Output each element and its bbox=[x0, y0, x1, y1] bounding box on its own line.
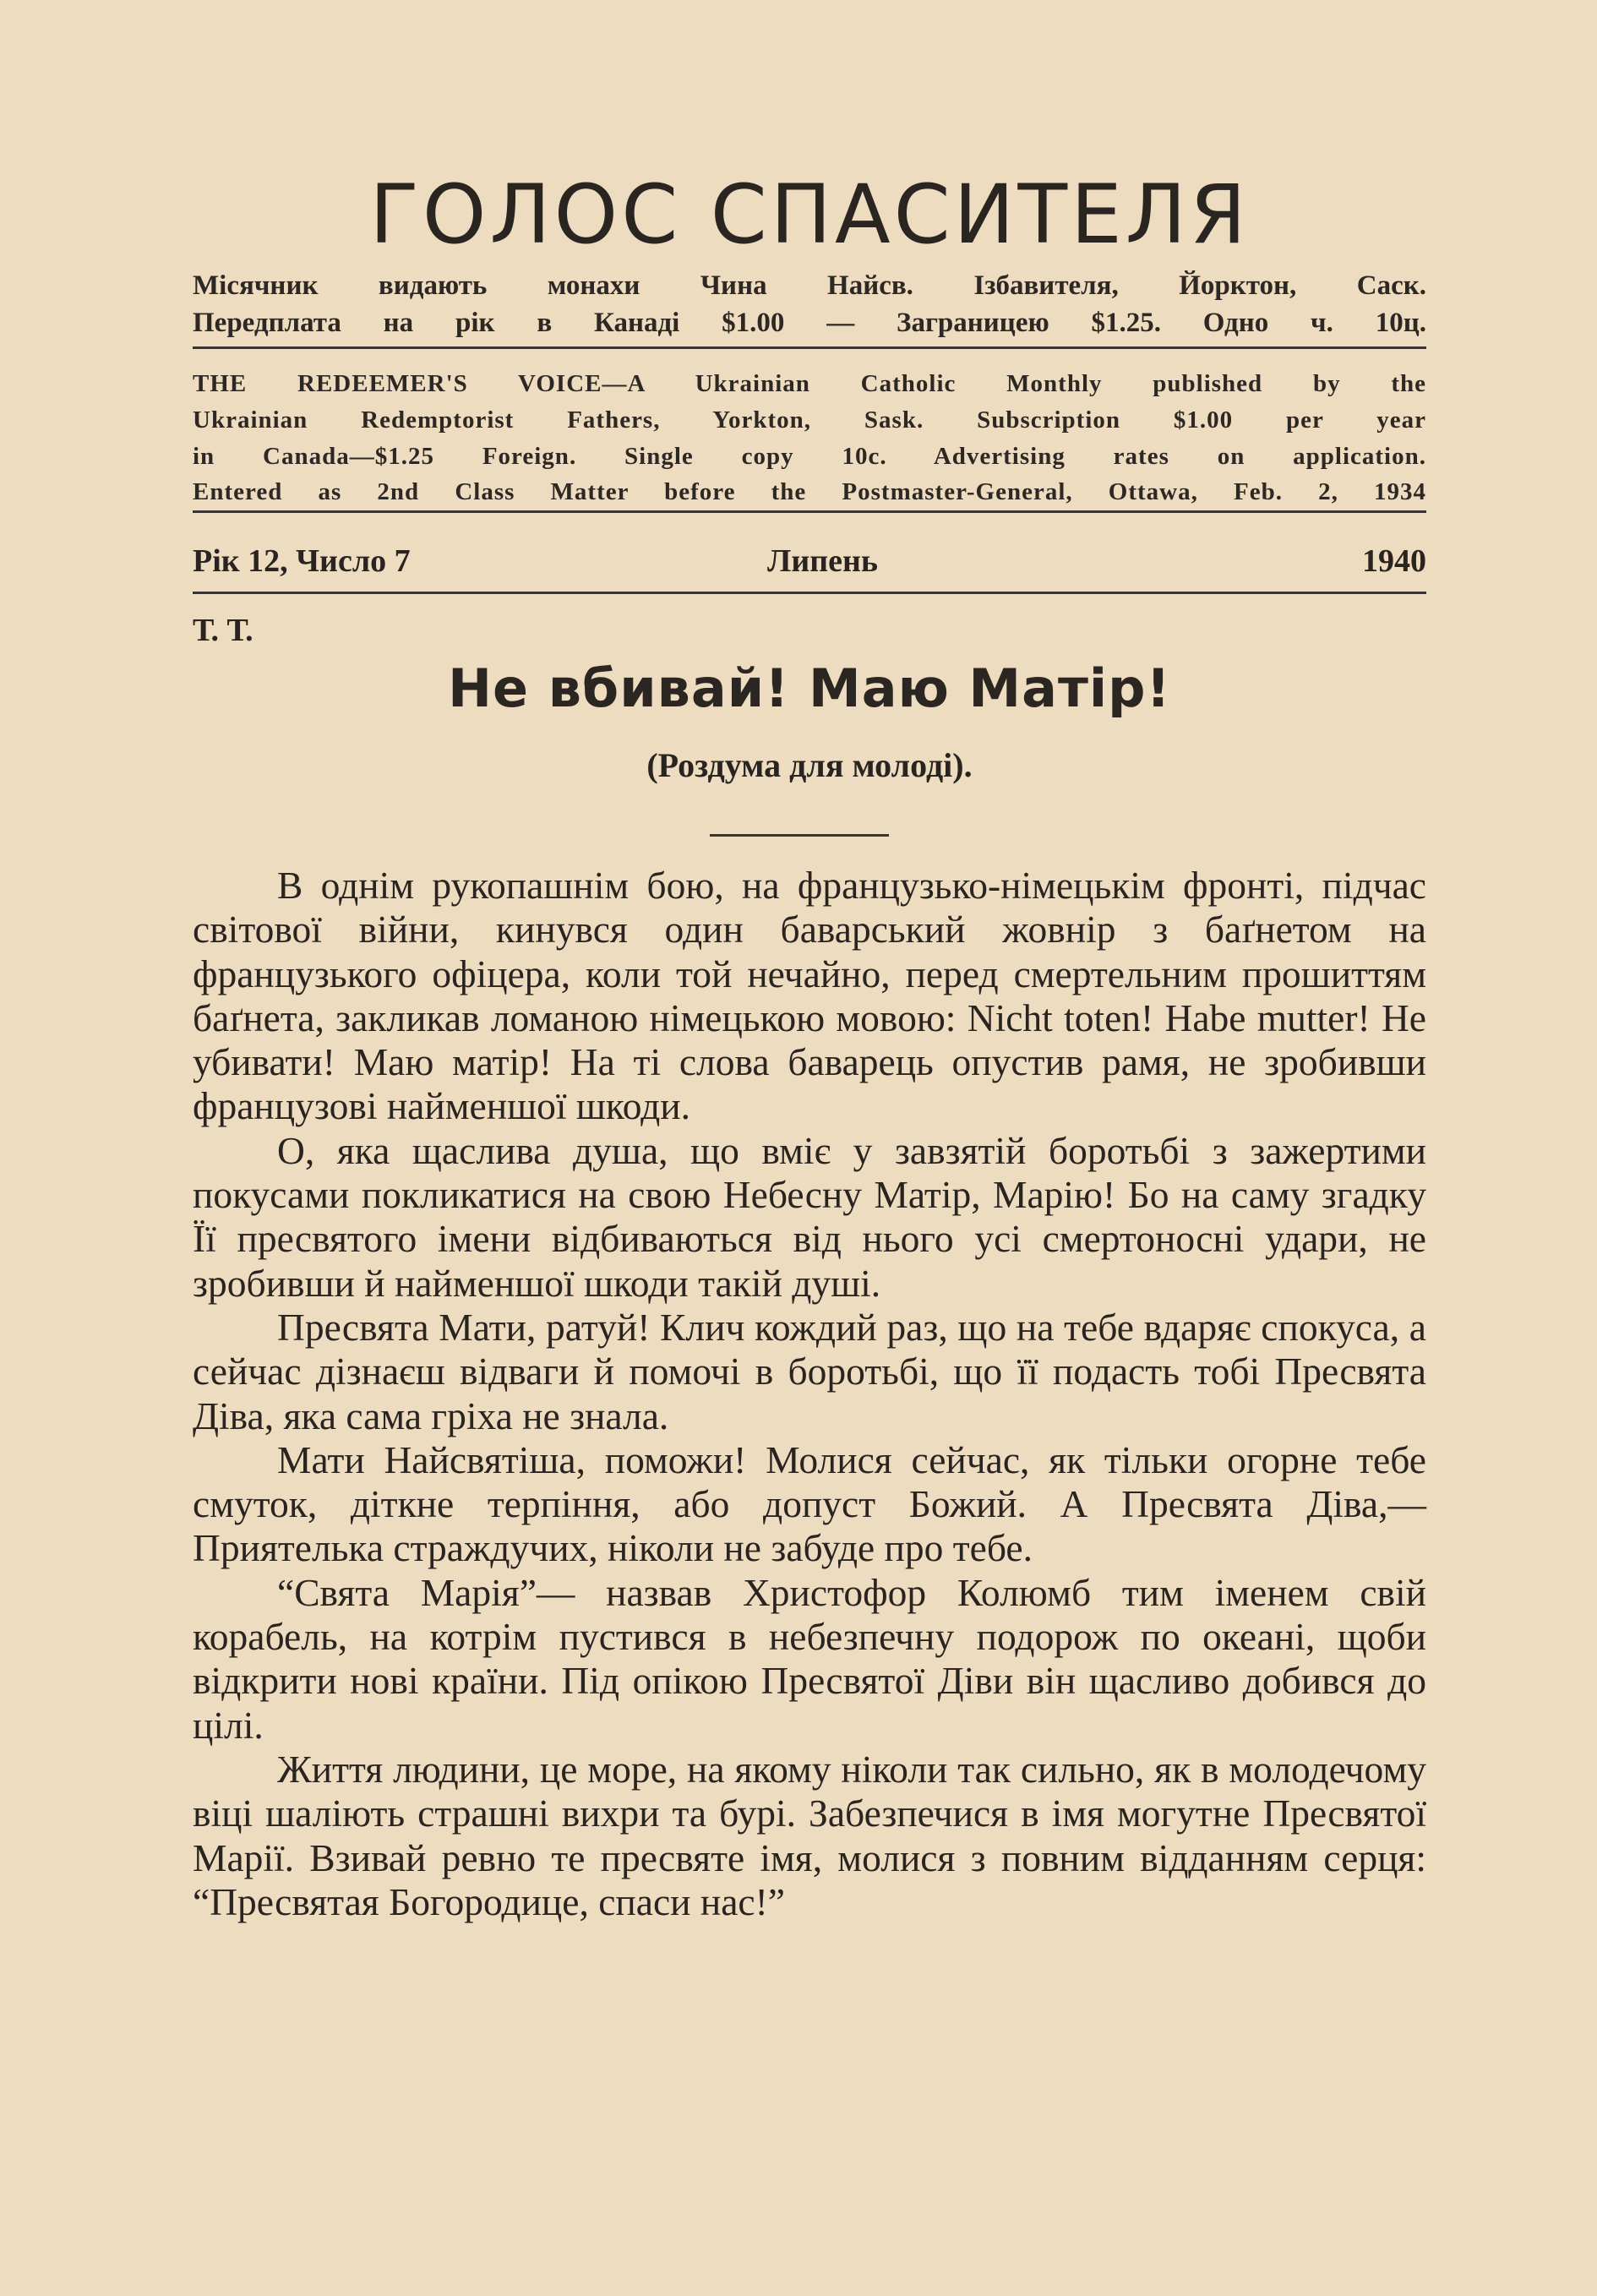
issue-volume: Рік 12, Число 7 bbox=[193, 543, 411, 579]
masthead-divider bbox=[193, 346, 1426, 349]
masthead-title: ГОЛОС СПАСИТЕЛЯ bbox=[369, 167, 1250, 262]
article-body bbox=[193, 864, 1426, 1924]
magazine-page bbox=[193, 0, 1426, 2296]
english-info-line-4: Entered as 2nd Class Matter before the Postmaster-General, Ottawa, Feb. 2, 1934 bbox=[193, 478, 1426, 505]
issue-year: 1940 bbox=[1362, 543, 1426, 579]
english-info-line-1: THE REDEEMER'S VOICE—A Ukrainian Catholic Monthly published by the bbox=[193, 370, 1426, 397]
issue-divider bbox=[193, 592, 1426, 594]
subscription-line: Передплата на рік в Канаді $1.00 — Заграницею $1.25. Одно ч. 10ц. bbox=[193, 308, 1426, 338]
issue-info-row bbox=[193, 543, 1426, 581]
english-info-line-2: Ukrainian Redemptorist Fathers, Yorkton, Sask. Subscription $1.00 per year bbox=[193, 406, 1426, 434]
article-subtitle: (Роздума для молоді). bbox=[646, 746, 973, 784]
article-paragraph: Мати Найсвятіша, поможи! Молися сейчас, як тільки огорне тебе смуток, діткне терпіння, або допуст Божий. А Пресвята Діва,— Приятелька страждучих, ніколи не забуде про тебе. bbox=[193, 1437, 1426, 1570]
publisher-line: Місячник видають монахи Чина Найсв. Ізбавителя, Йорктон, Саск. bbox=[193, 270, 1426, 301]
article-paragraph: В однім рукопашнім бою, на французько-німецькім фронті, підчас світової війни, кинувся один баварський жовнір з баґнетом на французького офіцера, коли той нечайно, перед смертельним прошиттям баґнета, закликав ломаною німецькою мовою: Nicht toten! Habe mutter! Не убивати! Маю матір! На ті слова баварець опустив рамя, не зробивши французові найменшої шкоди. bbox=[193, 864, 1426, 1128]
article-paragraph: О, яка щаслива душа, що вміє у завзятій боротьбі з зажертими покусами покликатися на свою Небесну Матір, Марію! Бо на саму згадку Її пресвятого імени відбиваються від нього усі смертоносні удари, не зробивши й найменшої шкоди такій душі. bbox=[193, 1128, 1426, 1305]
article-paragraph: Пресвята Мати, ратуй! Клич кождий раз, що на тебе вдаряє спокуса, а сейчас дізнаєш відваги й помочі в боротьбі, що її подасть тобі Пресвята Діва, яка сама гріха не знала. bbox=[193, 1305, 1426, 1437]
article-title: Не вбивай! Маю Матір! bbox=[448, 657, 1171, 719]
article-paragraph: Життя людини, це море, на якому ніколи так сильно, як в молодечому віці шаліють страшні вихри та бурі. Забезпечися в імя могутне Пресвятої Марії. Взивай ревно те пресвяте імя, молися з повним відданням серця: “Пресвятая Богородице, спаси нас!” bbox=[193, 1747, 1426, 1923]
title-separator bbox=[710, 834, 889, 837]
issue-month: Липень bbox=[767, 543, 878, 579]
article-author: Т. Т. bbox=[193, 613, 253, 648]
article-paragraph: “Свята Марія”— назвав Христофор Колюмб тим іменем свій корабель, на котрім пустився в небезпечну подорож по океані, щоби відкрити нові країни. Під опікою Пресвятої Діви він щасливо добився до цілі. bbox=[193, 1570, 1426, 1747]
info-divider bbox=[193, 510, 1426, 513]
english-info-line-3: in Canada—$1.25 Foreign. Single copy 10c. Advertising rates on application. bbox=[193, 443, 1426, 470]
